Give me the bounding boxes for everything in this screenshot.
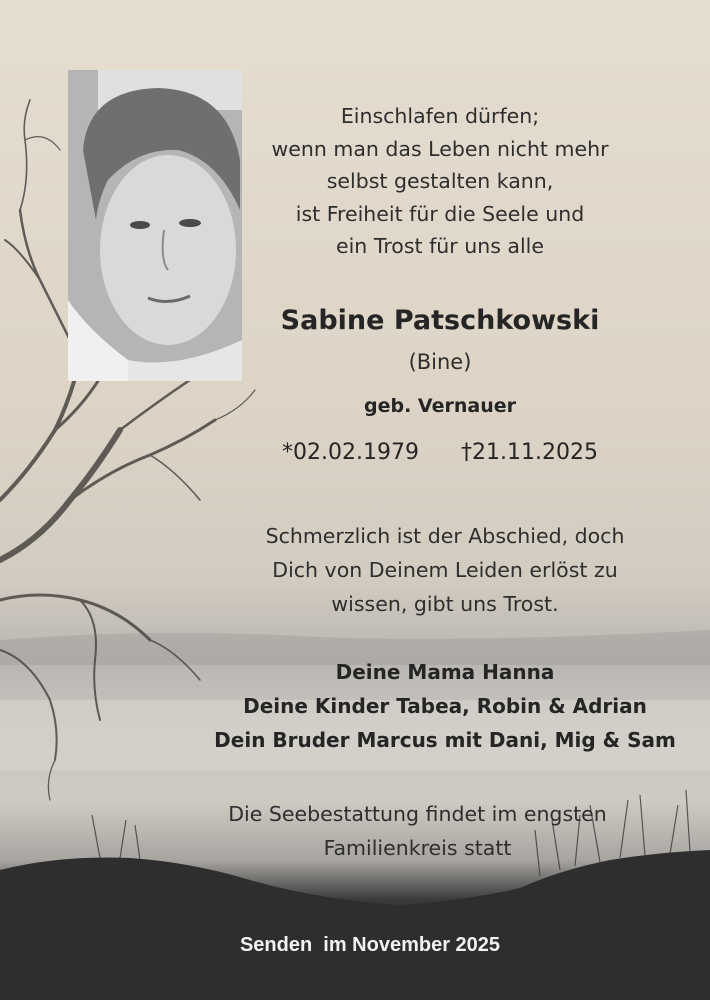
burial-notice [180,797,655,865]
portrait-photo [68,70,242,381]
poem-line: selbst gestalten kann, [326,169,554,193]
life-dates [240,440,640,465]
deceased-name: Sabine Patschkowski [280,305,600,336]
death-date: †21.11.2025 [461,440,598,465]
poem-line: wenn man das Leben nicht mehr [271,136,609,161]
burial-line: Familienkreis statt [323,836,512,860]
farewell-text [225,519,665,621]
burial-line: Die Seebestattung findet im engsten [228,802,607,826]
farewell-line: Dich von Deinem Leiden erlöst zu [272,558,618,582]
birth-date: *02.02.1979 [282,440,419,465]
mourner-line: Dein Bruder Marcus mit Dani, Mig & Sam [214,728,676,752]
farewell-line: Schmerzlich ist der Abschied, doch [265,524,625,548]
mourners-list [180,655,710,757]
mourner-line: Deine Mama Hanna [335,660,555,684]
poem-line: Einschlafen dürfen; [340,104,540,128]
deceased-nickname: (Bine) [408,350,472,374]
poem [240,100,640,263]
farewell-line: wissen, gibt uns Trost. [331,592,559,616]
place-date: Senden im November 2025 [239,934,501,956]
poem-line: ein Trost für uns alle [336,234,544,258]
birth-name: geb. Vernauer [364,395,516,417]
poem-line: ist Freiheit für die Seele und [295,201,585,226]
mourner-line: Deine Kinder Tabea, Robin & Adrian [243,694,647,718]
